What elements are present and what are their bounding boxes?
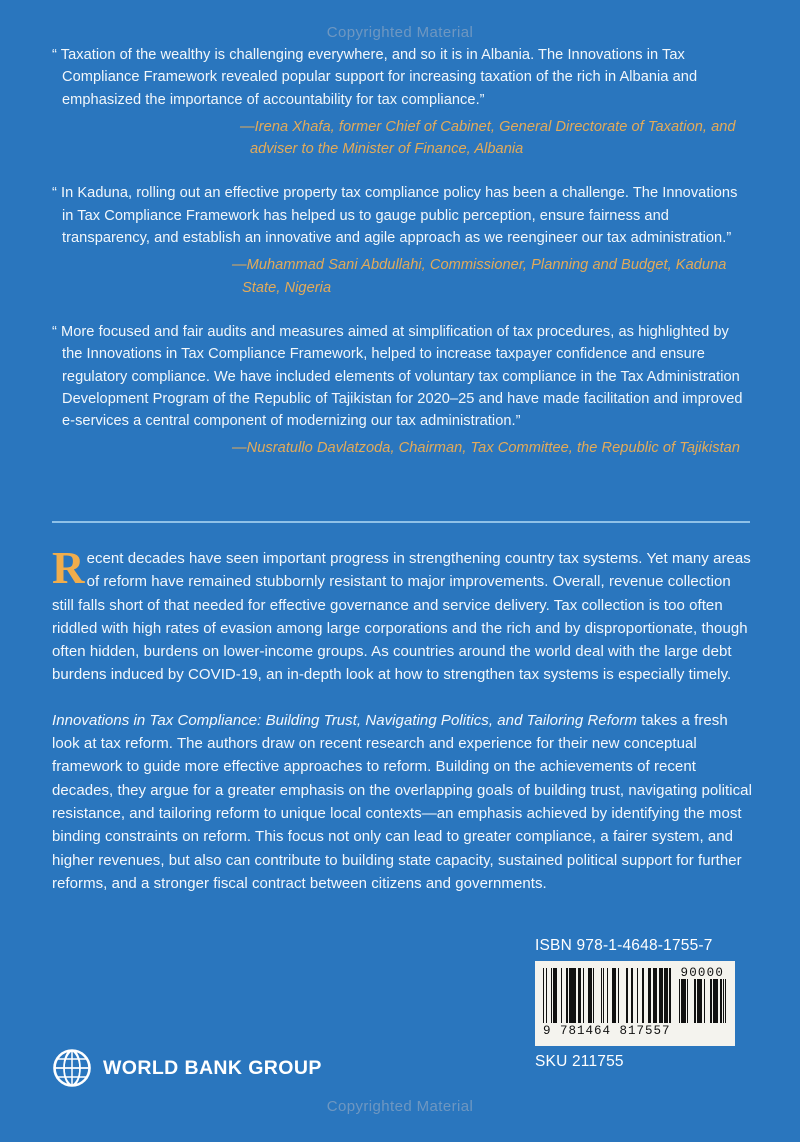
globe-icon — [52, 1048, 92, 1088]
barcode-digits: 9 781464 817557 — [543, 1024, 671, 1038]
drop-cap: R — [52, 543, 85, 593]
copyright-watermark-bottom: Copyrighted Material — [326, 1098, 474, 1115]
barcode-bars — [543, 968, 671, 1023]
endorsement-quotes — [52, 44, 748, 460]
barcode-addon-digits: 90000 — [680, 966, 725, 980]
isbn-label: ISBN 978-1-4648-1755-7 — [535, 937, 713, 954]
body-paragraph-1 — [52, 543, 752, 687]
copyright-watermark-top: Copyrighted Material — [326, 24, 474, 41]
logo-wordmark: WORLD BANK GROUP — [103, 1056, 322, 1079]
quote-attribution: —Irena Xhafa, former Chief of Cabinet, General Directorate of Taxation, and adviser to the Minister of Finance, Albania — [240, 118, 736, 158]
quote-block — [52, 182, 748, 298]
quote-attribution: —Nusratullo Davlatzoda, Chairman, Tax Committee, the Republic of Tajikistan — [232, 440, 741, 457]
body-paragraph-2 — [52, 709, 752, 895]
quote-text: “ Taxation of the wealthy is challenging everywhere, and so it is in Albania. The Innovations in Tax Compliance Framework revealed popular support for increasing taxation of the rich in Albania and emphasized the importance of accountability for tax compliance.” — [52, 47, 698, 108]
quote-block — [52, 321, 748, 460]
quote-text: “ In Kaduna, rolling out an effective property tax compliance policy has been a challenge. The Innovations in Tax Compliance Framework has helped us to gauge public perception, ensure fairness and transparency, and establish an innovative and agile approach as we reengineer our tax administration.” — [52, 185, 738, 247]
sku-label: SKU 211755 — [535, 1053, 624, 1070]
quote-block — [52, 44, 748, 160]
barcode-main-ean13 — [543, 968, 671, 1038]
description-body — [52, 543, 752, 895]
barcode — [535, 961, 735, 1046]
world-bank-group-logo — [52, 1048, 322, 1088]
isbn-barcode-area — [535, 936, 761, 1072]
quote-text: “ More focused and fair audits and measures aimed at simplification of tax procedures, as highlighted by the Innovations in Tax Compliance Framework, helped to increase taxpayer confidence and ensure regulatory compliance. We have included elements of voluntary tax compliance in the Tax Administration Development Program of the Republic of Tajikistan for 2020–25 and have made facilitation and improved e-services a central component of modernizing our tax administration.” — [52, 323, 743, 430]
barcode-addon-5digit — [679, 968, 727, 1023]
horizontal-divider — [52, 521, 750, 523]
book-title: Innovations in Tax Compliance: Building Trust, Navigating Politics, and Tailoring Reform — [52, 711, 637, 729]
quote-attribution: —Muhammad Sani Abdullahi, Commissioner, Planning and Budget, Kaduna State, Nigeria — [232, 257, 727, 296]
barcode-addon-bars — [679, 979, 727, 1023]
body-paragraph-2-text: takes a fresh look at tax reform. The authors draw on recent research and experience for their new conceptual framework to guide more effective approaches to reform. Building on the achievements of recent decades, they argue for a greater emphasis on the overlapping goals of building trust, navigating political resistance, and tailoring reform to unique local contexts—an emphasis achieved by identifying the most binding constraints on reform. This focus not only can lead to greater compliance, a fairer system, and higher revenues, but also can contribute to building state capacity, sustained political support for further reforms, and a stronger fiscal contract between citizens and governments. — [52, 711, 752, 892]
body-paragraph-1-text: ecent decades have seen important progress in strengthening country tax systems. Yet many areas of reform have remained stubbornly resistant to major improvements. Overall, revenue collection still falls short of that needed for effective governance and service delivery. Tax collection is too often riddled with high rates of evasion among large corporations and the rich and by disproportionate, though often hidden, burdens on lower-income groups. As countries around the world deal with the large debt burdens induced by COVID-19, an in-depth look at how to strengthen tax systems is especially timely. — [52, 550, 751, 684]
